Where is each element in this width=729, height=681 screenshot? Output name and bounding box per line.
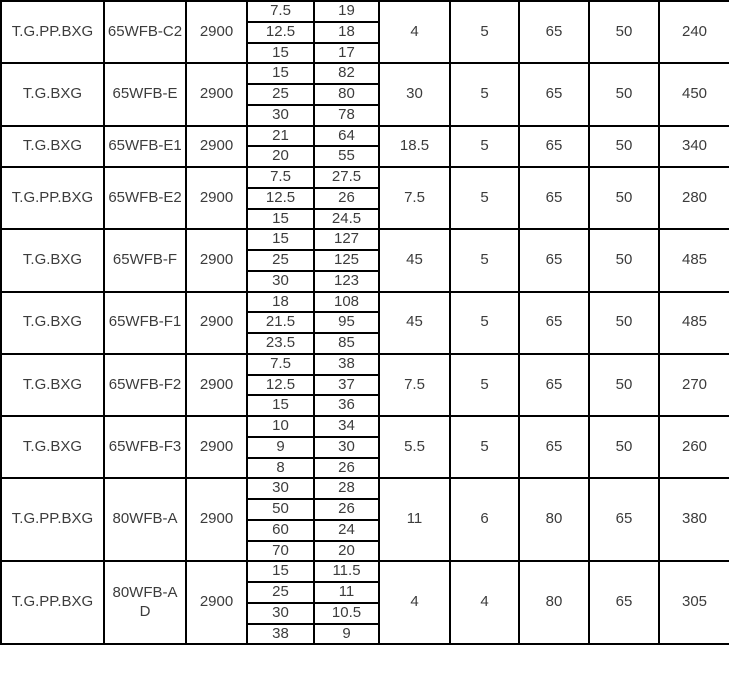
flow-cell: 21 <box>247 126 314 147</box>
head-cell: 78 <box>314 105 379 126</box>
weight-cell: 340 <box>659 126 729 168</box>
material-code-cell: T.G.BXG <box>1 126 104 168</box>
weight-cell: 380 <box>659 478 729 561</box>
flow-cell: 12.5 <box>247 375 314 396</box>
model-cell: 65WFB-F3 <box>104 416 186 478</box>
inlet-cell: 65 <box>519 1 589 63</box>
head-cell: 95 <box>314 312 379 333</box>
head-cell: 55 <box>314 146 379 167</box>
flow-cell: 12.5 <box>247 188 314 209</box>
head-cell: 17 <box>314 43 379 64</box>
head-cell: 26 <box>314 458 379 479</box>
outlet-cell: 65 <box>589 478 659 561</box>
head-cell: 11.5 <box>314 561 379 582</box>
inlet-cell: 65 <box>519 229 589 291</box>
flow-cell: 15 <box>247 209 314 230</box>
model-cell: 65WFB-E2 <box>104 167 186 229</box>
head-cell: 24 <box>314 520 379 541</box>
inlet-cell: 65 <box>519 63 589 125</box>
flow-cell: 7.5 <box>247 1 314 22</box>
model-cell: 65WFB-F1 <box>104 292 186 354</box>
inlet-cell: 80 <box>519 478 589 561</box>
material-code-cell: T.G.PP.BXG <box>1 1 104 63</box>
head-cell: 108 <box>314 292 379 313</box>
model-cell: 65WFB-E1 <box>104 126 186 168</box>
flow-cell: 25 <box>247 250 314 271</box>
flow-cell: 15 <box>247 63 314 84</box>
model-cell: 80WFB-A <box>104 478 186 561</box>
table-row <box>1 63 729 84</box>
power-cell: 4 <box>379 561 450 644</box>
head-cell: 38 <box>314 354 379 375</box>
inlet-cell: 65 <box>519 126 589 168</box>
outlet-cell: 50 <box>589 126 659 168</box>
head-cell: 18 <box>314 22 379 43</box>
flow-cell: 12.5 <box>247 22 314 43</box>
head-cell: 26 <box>314 499 379 520</box>
power-cell: 5.5 <box>379 416 450 478</box>
inlet-cell: 65 <box>519 167 589 229</box>
head-cell: 26 <box>314 188 379 209</box>
speed-cell: 2900 <box>186 126 247 168</box>
flow-cell: 9 <box>247 437 314 458</box>
weight-cell: 305 <box>659 561 729 644</box>
outlet-cell: 50 <box>589 292 659 354</box>
material-code-cell: T.G.PP.BXG <box>1 478 104 561</box>
speed-cell: 2900 <box>186 167 247 229</box>
flow-cell: 18 <box>247 292 314 313</box>
flow-cell: 23.5 <box>247 333 314 354</box>
flow-cell: 25 <box>247 84 314 105</box>
stage-cell: 5 <box>450 416 519 478</box>
outlet-cell: 50 <box>589 1 659 63</box>
power-cell: 4 <box>379 1 450 63</box>
model-cell: 65WFB-C2 <box>104 1 186 63</box>
flow-cell: 15 <box>247 43 314 64</box>
head-cell: 37 <box>314 375 379 396</box>
weight-cell: 260 <box>659 416 729 478</box>
power-cell: 7.5 <box>379 167 450 229</box>
outlet-cell: 50 <box>589 354 659 416</box>
material-code-cell: T.G.BXG <box>1 292 104 354</box>
table-body <box>1 1 729 644</box>
power-cell: 11 <box>379 478 450 561</box>
stage-cell: 5 <box>450 292 519 354</box>
power-cell: 45 <box>379 292 450 354</box>
material-code-cell: T.G.BXG <box>1 416 104 478</box>
speed-cell: 2900 <box>186 478 247 561</box>
head-cell: 125 <box>314 250 379 271</box>
table-row <box>1 167 729 188</box>
flow-cell: 7.5 <box>247 354 314 375</box>
speed-cell: 2900 <box>186 63 247 125</box>
material-code-cell: T.G.PP.BXG <box>1 167 104 229</box>
inlet-cell: 80 <box>519 561 589 644</box>
speed-cell: 2900 <box>186 416 247 478</box>
head-cell: 28 <box>314 478 379 499</box>
weight-cell: 240 <box>659 1 729 63</box>
model-cell: 80WFB-A D <box>104 561 186 644</box>
speed-cell: 2900 <box>186 561 247 644</box>
head-cell: 30 <box>314 437 379 458</box>
speed-cell: 2900 <box>186 292 247 354</box>
speed-cell: 2900 <box>186 1 247 63</box>
flow-cell: 8 <box>247 458 314 479</box>
head-cell: 27.5 <box>314 167 379 188</box>
flow-cell: 30 <box>247 603 314 624</box>
flow-cell: 21.5 <box>247 312 314 333</box>
power-cell: 45 <box>379 229 450 291</box>
speed-cell: 2900 <box>186 229 247 291</box>
stage-cell: 5 <box>450 126 519 168</box>
power-cell: 30 <box>379 63 450 125</box>
head-cell: 24.5 <box>314 209 379 230</box>
head-cell: 64 <box>314 126 379 147</box>
stage-cell: 4 <box>450 561 519 644</box>
head-cell: 85 <box>314 333 379 354</box>
stage-cell: 5 <box>450 229 519 291</box>
flow-cell: 30 <box>247 271 314 292</box>
table-row <box>1 292 729 313</box>
head-cell: 11 <box>314 582 379 603</box>
inlet-cell: 65 <box>519 292 589 354</box>
speed-cell: 2900 <box>186 354 247 416</box>
weight-cell: 280 <box>659 167 729 229</box>
weight-cell: 485 <box>659 292 729 354</box>
table-row <box>1 561 729 582</box>
table-row <box>1 478 729 499</box>
outlet-cell: 65 <box>589 561 659 644</box>
flow-cell: 7.5 <box>247 167 314 188</box>
flow-cell: 50 <box>247 499 314 520</box>
head-cell: 80 <box>314 84 379 105</box>
power-cell: 7.5 <box>379 354 450 416</box>
flow-cell: 25 <box>247 582 314 603</box>
power-cell: 18.5 <box>379 126 450 168</box>
flow-cell: 38 <box>247 624 314 645</box>
head-cell: 82 <box>314 63 379 84</box>
stage-cell: 5 <box>450 167 519 229</box>
head-cell: 123 <box>314 271 379 292</box>
head-cell: 20 <box>314 541 379 562</box>
table-row <box>1 229 729 250</box>
material-code-cell: T.G.BXG <box>1 229 104 291</box>
flow-cell: 20 <box>247 146 314 167</box>
outlet-cell: 50 <box>589 63 659 125</box>
outlet-cell: 50 <box>589 167 659 229</box>
flow-cell: 30 <box>247 478 314 499</box>
material-code-cell: T.G.BXG <box>1 354 104 416</box>
table-row <box>1 126 729 147</box>
flow-cell: 30 <box>247 105 314 126</box>
stage-cell: 5 <box>450 1 519 63</box>
outlet-cell: 50 <box>589 229 659 291</box>
head-cell: 19 <box>314 1 379 22</box>
head-cell: 9 <box>314 624 379 645</box>
model-cell: 65WFB-F <box>104 229 186 291</box>
table-row <box>1 1 729 22</box>
model-cell: 65WFB-F2 <box>104 354 186 416</box>
table-row <box>1 354 729 375</box>
flow-cell: 15 <box>247 561 314 582</box>
weight-cell: 270 <box>659 354 729 416</box>
stage-cell: 5 <box>450 63 519 125</box>
table-row <box>1 416 729 437</box>
head-cell: 36 <box>314 395 379 416</box>
head-cell: 34 <box>314 416 379 437</box>
material-code-cell: T.G.BXG <box>1 63 104 125</box>
stage-cell: 6 <box>450 478 519 561</box>
head-cell: 127 <box>314 229 379 250</box>
flow-cell: 70 <box>247 541 314 562</box>
head-cell: 10.5 <box>314 603 379 624</box>
flow-cell: 15 <box>247 395 314 416</box>
flow-cell: 60 <box>247 520 314 541</box>
outlet-cell: 50 <box>589 416 659 478</box>
model-cell: 65WFB-E <box>104 63 186 125</box>
flow-cell: 15 <box>247 229 314 250</box>
stage-cell: 5 <box>450 354 519 416</box>
weight-cell: 450 <box>659 63 729 125</box>
weight-cell: 485 <box>659 229 729 291</box>
inlet-cell: 65 <box>519 416 589 478</box>
inlet-cell: 65 <box>519 354 589 416</box>
material-code-cell: T.G.PP.BXG <box>1 561 104 644</box>
flow-cell: 10 <box>247 416 314 437</box>
